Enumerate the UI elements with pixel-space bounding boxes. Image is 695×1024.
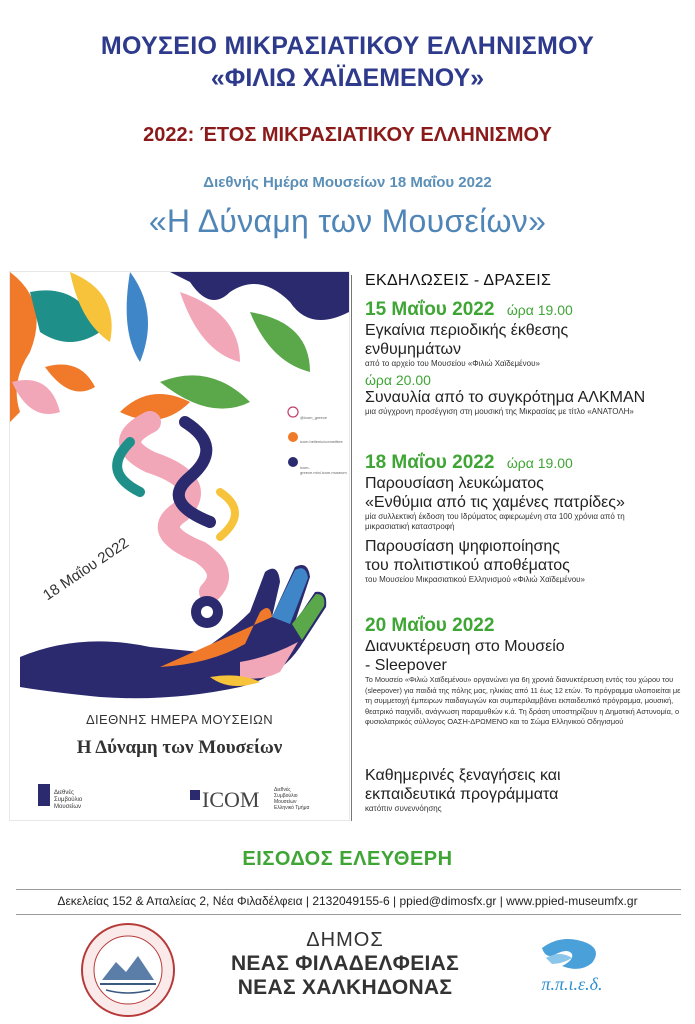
daily-note: κατόπιν συνεννόησης: [365, 804, 442, 813]
event-daily: [365, 766, 687, 814]
day2-note2: του Μουσείου Μικρασιατικού Ελληνισμού «Φιλιώ Χαϊδεμένου»: [365, 575, 585, 584]
museum-title-line2: «ΦΙΛΙΩ ΧΑΪΔΕΜΕΝΟΥ»: [210, 64, 485, 92]
day2-time: ώρα 19.00: [506, 455, 573, 471]
day1-time2: ώρα 20.00: [365, 372, 431, 388]
municipality-line1: ΔΗΜΟΣ: [306, 929, 384, 951]
poster-social-instagram: @icom_greece: [300, 415, 327, 420]
day1-note2: μια σύγχρονη προσέγγιση στη μουσική της Μικρασίας με τίτλο «ΑΝΑΤΟΛΗ»: [365, 407, 634, 416]
poster-event-name: ΔΙΕΘΝΗΣ ΗΜΕΡΑ ΜΟΥΣΕΙΩΝ: [85, 712, 274, 727]
day3-body: Το Μουσείο «Φιλιώ Χαϊδεμένου» οργανώνει για 6η χρονιά διανυκτέρευση εντός του χώρου του (sleepover) για παιδιά της πόλης μας, ηλικίας από 11 έως 12 ετών. Το πρόγραμμα υλοποιείται με τη συμμετοχή έμπειρων παιδαγωγών και συμπεριλαμβάνει εκπαιδευτικό πρόγραμμα, μουσική, θεατρικό παιχνίδι, ανάγνωση παραμυθιών κ.ά. Τη δράση υποστηρίζουν η Δημοτική Αστυνομία, ο φυσιολατρικός σύλλογος ΟΑΣΗ-ΔΡΩΜΕΝΟ και το Σώμα Ελληνικού Οδηγισμού: [365, 675, 681, 726]
day1-time: ώρα 19.00: [506, 302, 573, 318]
museum-title-line1: ΜΟΥΣΕΙΟ ΜΙΚΡΑΣΙΑΤΙΚΟΥ ΕΛΛΗΝΙΣΜΟΥ: [100, 32, 595, 60]
poster-rotated-date: 18 Μαΐου 2022: [40, 534, 132, 605]
year-title: 2022: ΈΤΟΣ ΜΙΚΡΑΣΙΑΤΙΚΟΥ ΕΛΛΗΝΙΣΜΟΥ: [143, 124, 552, 146]
slogan-title: «Η Δύναμη των Μουσείων»: [148, 203, 547, 239]
event-day2: [365, 452, 687, 585]
day1-note: από το αρχείο του Μουσείου «Φιλιώ Χαϊδεμένου»: [365, 359, 540, 368]
poster-icom-left-text: Διεθνές Συμβούλιο Μουσείων: [54, 790, 83, 810]
poster-icom-right-text: Διεθνές Συμβούλιο Μουσείων Ελληνικό Τμήμα: [274, 787, 310, 811]
day2-note: μία συλλεκτική έκδοση του Ιδρύματος αφιερωμένη στα 100 χρόνια από τη μικρασιατική καταστροφή: [365, 512, 625, 531]
event-day3: [365, 615, 687, 728]
ppied-logo: [532, 928, 612, 1008]
municipality-line2: ΝΕΑΣ ΦΙΛΑΔΕΛΦΕΙΑΣ: [230, 952, 460, 975]
event-day1: [365, 299, 687, 417]
association-seal-logo: [80, 922, 176, 1018]
museum-day-poster: [10, 272, 349, 820]
day1-title2: Συναυλία από το συγκρότημα ΑΛΚΜΑΝ: [365, 389, 646, 406]
day2-title2-line1: Παρουσίαση ψηφιοποίησης: [365, 538, 561, 555]
day2-title-line1: Παρουσίαση λευκώματος: [365, 475, 544, 492]
daily-title-line2: εκπαιδευτικά προγράμματα: [365, 786, 559, 803]
daily-title-line1: Καθημερινές ξεναγήσεις και: [365, 767, 561, 784]
day3-title-line2: - Sleepover: [365, 657, 447, 674]
icom-logo: ICOM: [202, 787, 260, 812]
contact-info: Δεκελείας 152 & Απαλείας 2, Νέα Φιλαδέλφεια | 2132049155-6 | ppied@dimosfx.gr | www.ppied-museumfx.gr: [57, 894, 638, 908]
contact-line-top: [16, 889, 681, 890]
day3-title-line1: Διανυκτέρευση στο Μουσείο: [365, 638, 565, 655]
day2-date: 18 Μαΐου 2022: [365, 452, 495, 473]
column-divider: [351, 275, 352, 821]
municipality-line3: ΝΕΑΣ ΧΑΛΚΗΔΟΝΑΣ: [237, 976, 453, 999]
ppied-logo-text: π.π.ι.ε.δ.: [541, 974, 603, 994]
day2-title2-line2: του πολιτιστικού αποθέματος: [365, 557, 570, 574]
events-heading: ΕΚΔΗΛΩΣΕΙΣ - ΔΡΑΣΕΙΣ: [365, 272, 552, 289]
contact-line-bottom: [16, 914, 681, 915]
day1-title: Εγκαίνια περιοδικής έκθεσης ενθυμημάτων: [365, 322, 569, 358]
free-entry: ΕΙΣΟΔΟΣ ΕΛΕΥΘΕΡΗ: [242, 848, 453, 870]
poster-event-slogan: Η Δύναμη των Μουσείων: [76, 737, 283, 758]
day1-date: 15 Μαΐου 2022: [365, 299, 495, 320]
day3-date: 20 Μαΐου 2022: [365, 615, 495, 636]
day2-title-line2: «Ενθύμια από τις χαμένες πατρίδες»: [365, 494, 625, 511]
museum-day-subtitle: Διεθνής Ημέρα Μουσείων 18 Μαΐου 2022: [203, 174, 492, 191]
poster-social-web: icom-greece.mini.icom.museum: [300, 465, 347, 475]
municipality-logo: [200, 928, 490, 1000]
poster-social-facebook: icom.hellenic/committee: [300, 439, 343, 444]
